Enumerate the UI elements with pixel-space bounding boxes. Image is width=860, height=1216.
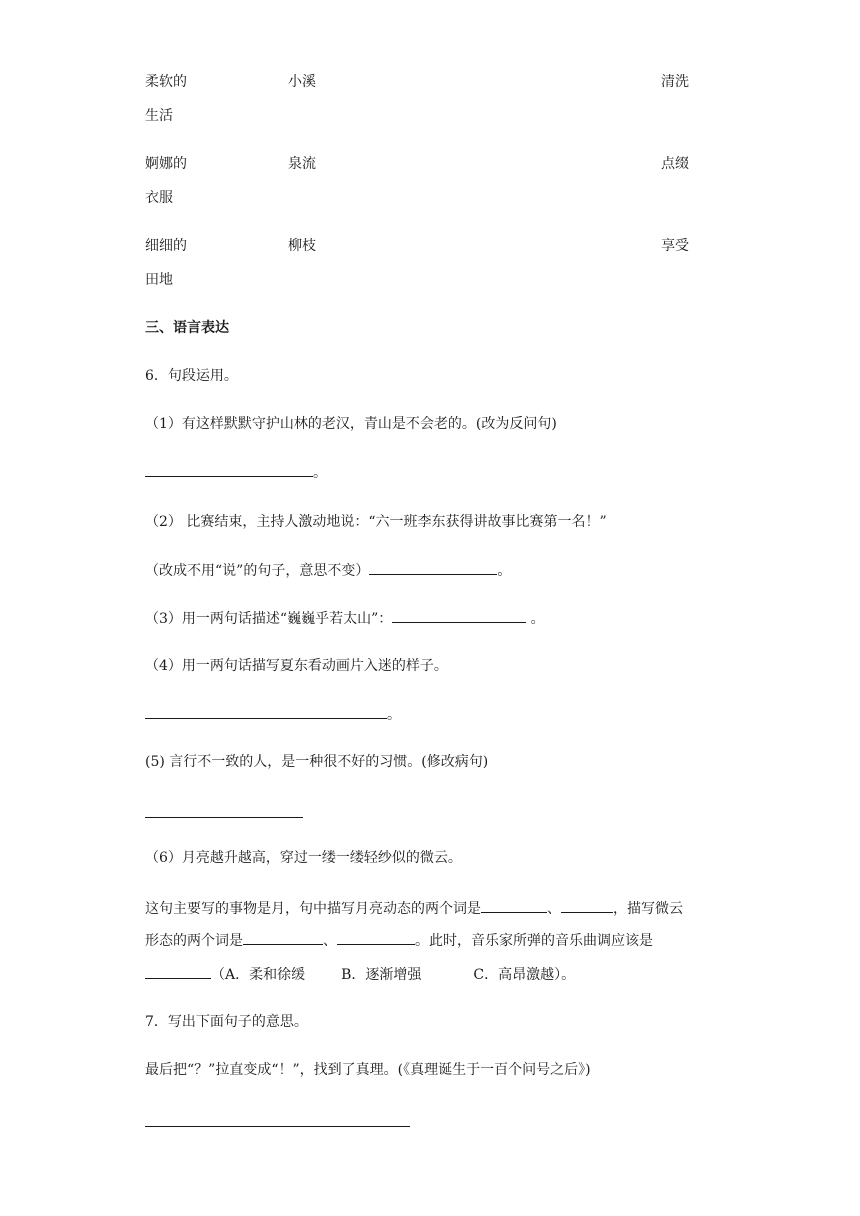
q7-text: 最后把“？”拉直变成“！”，找到了真理。(《真理诞生于一百个问号之后》) <box>145 1062 591 1078</box>
match-left-3: 细细的 <box>145 238 187 254</box>
option-a: （A．柔和徐缓 <box>211 967 306 983</box>
q6-s3-blank[interactable] <box>392 608 526 623</box>
q6-s6-blank-3[interactable] <box>243 930 323 945</box>
q6-s2-answer: （改成不用“说”的句子，意思不变） 。 <box>145 560 511 581</box>
q6-s1-blank[interactable] <box>145 462 313 477</box>
match-left-2: 婀娜的 <box>145 156 187 172</box>
match-right-3: 享受 <box>661 238 689 254</box>
match-left-1: 柔软的 <box>145 74 187 90</box>
option-b: B．逐渐增强 <box>341 967 422 983</box>
q6-s6-blank-4[interactable] <box>337 930 415 945</box>
match-right-2: 点缀 <box>661 156 689 172</box>
q6-s6-line3 <box>145 964 575 985</box>
q7-blank[interactable] <box>145 1126 410 1127</box>
q6-s1-text: （1）有这样默默守护山林的老汉，青山是不会老的。(改为反问句) <box>145 416 557 432</box>
match-sub-1: 生活 <box>145 108 173 124</box>
q6-s4-blank[interactable] <box>145 704 387 719</box>
q6-s2-blank[interactable] <box>369 560 497 575</box>
q6-title: 6．句段运用。 <box>145 368 238 384</box>
match-mid-2: 泉流 <box>288 156 316 172</box>
q7-title: 7．写出下面句子的意思。 <box>145 1014 308 1030</box>
q6-s6-line1: 这句主要写的事物是月，句中描写月亮动态的两个词是 、 ，描写微云 <box>145 898 683 919</box>
q6-s1-answer: 。 <box>145 462 327 483</box>
q6-s5-text: (5) 言行不一致的人，是一种很不好的习惯。(修改病句) <box>145 754 489 770</box>
q6-s6-blank-5[interactable] <box>145 964 211 979</box>
match-sub-2: 衣服 <box>145 190 173 206</box>
section-title: 三、语言表达 <box>145 320 229 336</box>
match-sub-3: 田地 <box>145 272 173 288</box>
q6-s6-line2: 形态的两个词是 、 。此时，音乐家所弹的音乐曲调应该是 <box>145 930 653 951</box>
q6-s2-text: （2） 比赛结束，主持人激动地说：“六一班李东获得讲故事比赛第一名！” <box>145 514 607 530</box>
q6-s4-text: （4）用一两句话描写夏东看动画片入迷的样子。 <box>145 658 448 674</box>
q6-s6-text: （6）月亮越升越高，穿过一缕一缕轻纱似的微云。 <box>145 850 462 866</box>
option-c: C．高昂激越）。 <box>473 967 576 983</box>
q6-s6-blank-2[interactable] <box>561 898 613 913</box>
q6-s5-blank[interactable] <box>145 817 303 818</box>
match-mid-3: 柳枝 <box>288 238 316 254</box>
q6-s3: （3）用一两句话描述“巍巍乎若太山”： 。 <box>145 608 545 629</box>
match-mid-1: 小溪 <box>288 74 316 90</box>
q6-s4-answer: 。 <box>145 704 401 725</box>
q6-s6-blank-1[interactable] <box>481 898 547 913</box>
match-right-1: 清洗 <box>661 74 689 90</box>
